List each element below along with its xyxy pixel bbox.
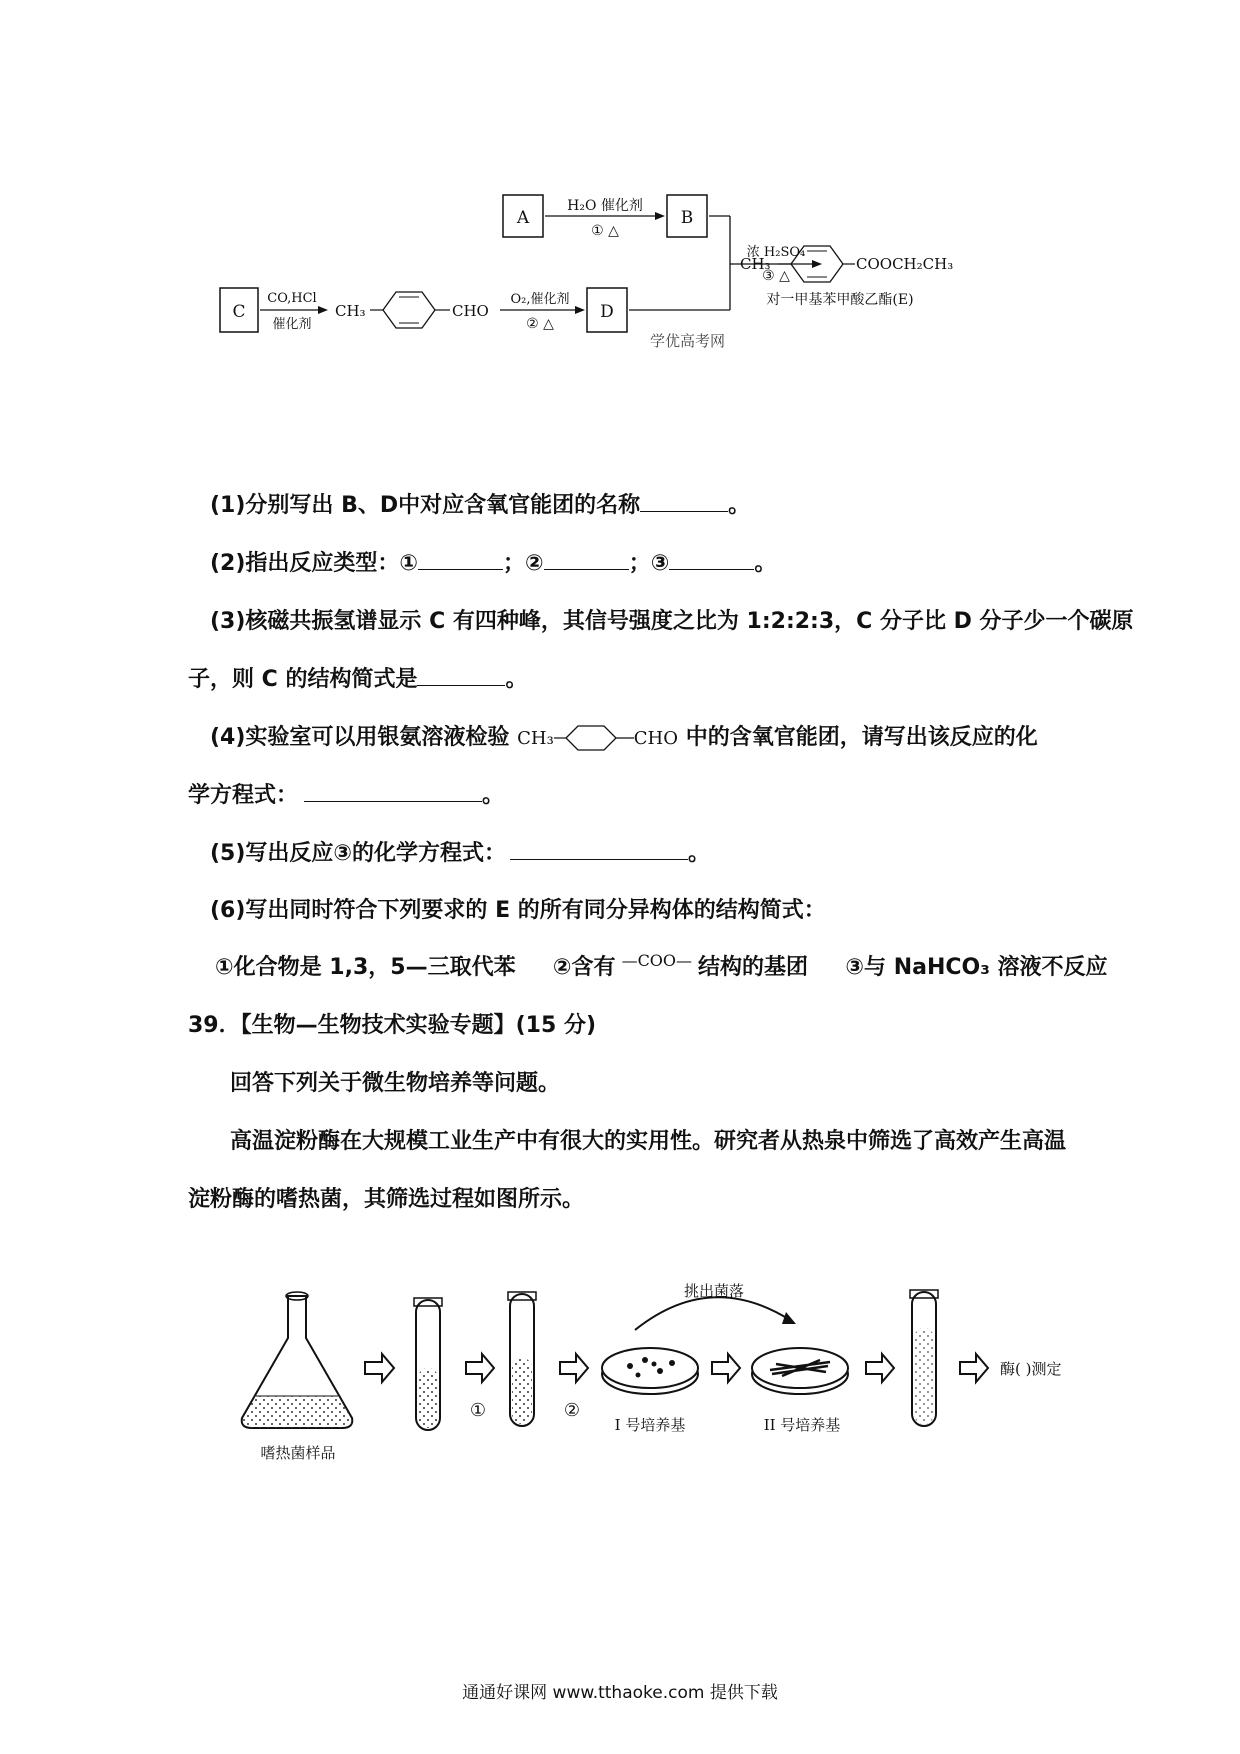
watermark-text: 学优高考网: [650, 332, 726, 350]
question-3-line1: [210, 604, 1134, 635]
q39-paragraph-line1: [230, 1124, 1066, 1155]
question-6-conditions: [215, 950, 1108, 981]
inline-benzene-ring: [554, 723, 634, 753]
box-d-label: D: [600, 302, 614, 322]
q4-end: 。: [482, 783, 505, 808]
arrow-ab-top: H₂O 催化剂: [567, 198, 643, 214]
box-c-label: C: [232, 302, 246, 322]
coo-group: —COO—: [621, 951, 693, 970]
test-tube-icon: [414, 1298, 442, 1430]
reaction-scheme: [200, 180, 1080, 400]
q6-text: (6)写出同时符合下列要求的 E 的所有同分异构体的结构简式：: [210, 898, 826, 923]
q2-text: (2)指出反应类型：①: [210, 551, 419, 576]
question-1: [210, 488, 750, 519]
q2-mid2: ；③: [628, 551, 670, 576]
arrow-e-top: 浓 H₂SO₄: [746, 245, 806, 260]
question-4-line1: [210, 720, 1038, 753]
q1-text: (1)分别写出 B、D中对应含氧官能团的名称: [210, 493, 641, 518]
q5-blank: [510, 841, 688, 860]
box-b-label: B: [680, 208, 694, 228]
process-arrow-icon: [960, 1354, 988, 1382]
q1-end: 。: [728, 493, 751, 518]
flask-icon: [242, 1292, 353, 1428]
q6-condition-2b: 结构的基团: [698, 955, 809, 980]
product-name: 对一甲基苯甲酸乙酯(E): [766, 292, 914, 308]
screening-process-figure: [230, 1278, 1090, 1478]
q2-blank-2: [544, 551, 629, 570]
step-2-label: ②: [563, 1400, 581, 1421]
product-ester: COOCH₂CH₃: [856, 255, 954, 273]
q39-intro-text: 回答下列关于微生物培养等问题。: [230, 1071, 561, 1096]
petri-dish-icon: [602, 1348, 698, 1394]
question-2: [210, 546, 776, 577]
q5-end: 。: [688, 841, 711, 866]
sample-label: 嗜热菌样品: [260, 1444, 336, 1462]
box-a-label: A: [516, 208, 530, 228]
enzyme-assay-label: 酶( )测定: [1000, 1360, 1062, 1378]
q4-cho: CHO: [633, 728, 679, 749]
q5-text: (5)写出反应③的化学方程式：: [210, 841, 507, 866]
page-footer: [0, 1678, 1240, 1703]
arrow-d-bottom: ② △: [526, 316, 554, 332]
step-1-label: ①: [469, 1400, 487, 1421]
question-5: [210, 836, 710, 867]
aldehyde-ch3: CH₃: [335, 302, 366, 320]
process-arrow-icon: [560, 1354, 588, 1382]
question-4-line2: [188, 778, 504, 809]
q4-blank: [304, 783, 482, 802]
arrow-c-top: CO,HCl: [267, 291, 317, 306]
footer-text: 通通好课网 www.tthaoke.com 提供下载: [462, 1683, 778, 1703]
q4-ch3: CH₃: [517, 728, 554, 749]
q39-intro: [230, 1066, 560, 1097]
aldehyde-cho: CHO: [452, 302, 489, 320]
q3-blank: [417, 667, 505, 686]
medium-1-label: I 号培养基: [614, 1416, 686, 1434]
product-ch3: CH₃: [740, 255, 771, 273]
q6-condition-3: ③与 NaHCO₃ 溶液不反应: [845, 955, 1108, 980]
q1-blank: [640, 493, 728, 512]
arrow-c-bottom: 催化剂: [272, 317, 312, 332]
process-arrow-icon: [866, 1354, 894, 1382]
q4-line2-text: 学方程式：: [188, 783, 299, 808]
process-arrow-icon: [712, 1354, 740, 1382]
process-arrow-icon: [466, 1354, 494, 1382]
question-6: [210, 893, 826, 924]
q39-para-line1: 高温淀粉酶在大规模工业生产中有很大的实用性。研究者从热泉中筛选了高效产生高温: [230, 1129, 1067, 1154]
arrow-e-bottom: ③ △: [762, 268, 790, 284]
question-3-line2: [188, 662, 527, 693]
q4-start: (4)实验室可以用银氨溶液检验: [210, 725, 510, 750]
q39-title-text: 39．【生物—生物技术实验专题】(15 分): [188, 1013, 597, 1038]
q39-title: [188, 1008, 596, 1039]
q39-para-line2: 淀粉酶的嗜热菌，其筛选过程如图所示。: [188, 1187, 585, 1212]
q3-end: 。: [505, 667, 528, 692]
test-tube-icon: [508, 1292, 536, 1426]
q6-condition-2a: ②含有: [552, 955, 616, 980]
q6-condition-1: ①化合物是 1,3，5—三取代苯: [215, 955, 516, 980]
pick-colony-arrow: [635, 1297, 790, 1330]
medium-2-label: II 号培养基: [763, 1416, 841, 1434]
q4-rest: 中的含氧官能团，请写出该反应的化: [685, 725, 1038, 750]
q2-blank-1: [418, 551, 503, 570]
q2-end: 。: [754, 551, 777, 576]
q39-paragraph-line2: [188, 1182, 584, 1213]
q3-line1-text: (3)核磁共振氢谱显示 C 有四种峰，其信号强度之比为 1:2:2:3，C 分子比 D 分子少一个碳原: [210, 609, 1134, 634]
test-tube-icon: [910, 1290, 938, 1426]
process-arrow-icon: [365, 1354, 394, 1382]
arrow-d-top: O₂,催化剂: [510, 292, 570, 307]
pick-colony-label: 挑出菌落: [683, 1282, 745, 1300]
arrow-ab-bottom: ① △: [591, 223, 619, 239]
q2-blank-3: [669, 551, 754, 570]
petri-dish-icon: [752, 1348, 848, 1394]
q3-line2-text: 子，则 C 的结构简式是: [188, 667, 418, 692]
q2-mid1: ；②: [503, 551, 544, 576]
